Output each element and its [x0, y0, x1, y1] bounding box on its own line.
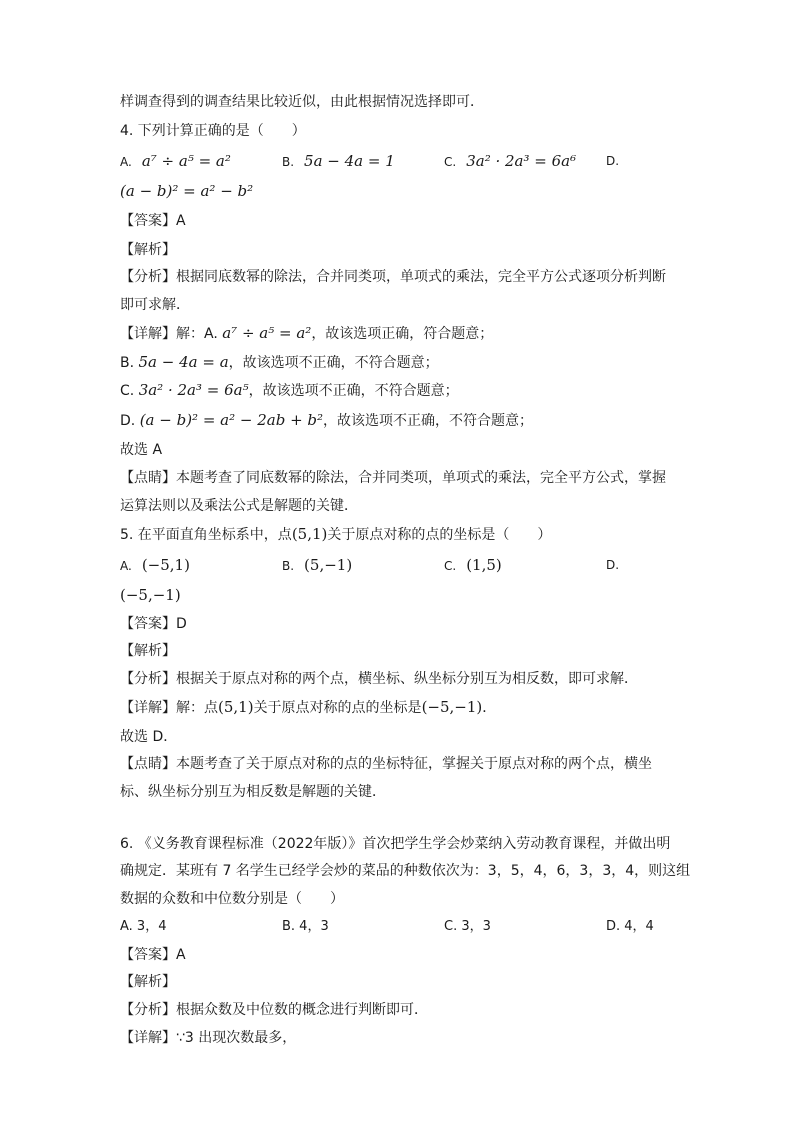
- q4-analysis-text: 即可求解．: [120, 297, 190, 313]
- option-key: D.: [606, 154, 620, 168]
- detail-prefix: D.: [120, 413, 136, 429]
- q4-commentary: 【点睛】本题考查了同底数幂的除法，合并同类项，单项式的乘法，完全平方公式，掌握: [120, 470, 666, 486]
- detail-prefix: 【详解】解：点: [120, 700, 218, 716]
- detail-suffix: ，故该选项不正确，不符合题意；: [323, 413, 534, 429]
- q5-commentary: 【点睛】本题考查了关于原点对称的点的坐标特征，掌握关于原点对称的两个点，横坐: [120, 756, 652, 772]
- q4-option-c: [444, 151, 576, 173]
- q6-option-d: D. 4，4: [606, 919, 654, 934]
- detail-expression: a⁷ ÷ a⁵ = a²: [222, 324, 312, 342]
- option-key: B.: [282, 155, 295, 169]
- q5-answer: 【答案】D: [120, 616, 187, 632]
- q4-detail-d: [120, 410, 533, 430]
- detail-text: 关于原点对称的点的坐标是: [253, 700, 422, 716]
- option-key: C.: [444, 155, 457, 169]
- q6-option-a: A. 3，4: [120, 919, 167, 934]
- q5-option-c: [444, 555, 502, 577]
- q4-option-d-expression-line: [120, 181, 253, 203]
- detail-expression: 3a² · 2a³ = 6a⁵: [138, 381, 249, 399]
- q6-option-b: B. 4，3: [282, 919, 329, 934]
- question-6-stem: 数据的众数和中位数分别是（ ）: [120, 891, 344, 907]
- detail-suffix: ．: [482, 700, 497, 716]
- option-expression: 3a² · 2a³ = 6a⁶: [466, 152, 577, 170]
- q5-analysis-heading: 【解析】: [120, 643, 176, 659]
- detail-suffix: ，故该选项不正确，不符合题意；: [228, 355, 439, 371]
- q4-answer: 【答案】A: [120, 213, 186, 229]
- q6-detail: 【详解】∵3 出现次数最多，: [120, 1030, 297, 1046]
- q4-option-a: [120, 151, 231, 173]
- point-expression: (5,1): [291, 525, 328, 543]
- detail-expression: 5a − 4a = a: [138, 353, 229, 371]
- detail-expression: (a − b)² = a² − 2ab + b²: [139, 411, 324, 429]
- q5-analysis-text: 【分析】根据关于原点对称的两个点，横坐标、纵坐标分别互为相反数，即可求解．: [120, 671, 638, 687]
- question-5-stem: [120, 524, 551, 544]
- option-expression: (a − b)² = a² − b²: [120, 182, 254, 200]
- q6-answer: 【答案】A: [120, 947, 186, 963]
- detail-prefix: 【详解】解：A.: [120, 326, 218, 342]
- q4-choose: 故选 A: [120, 442, 163, 458]
- q5-commentary: 标、纵坐标分别互为相反数是解题的关键．: [120, 784, 386, 800]
- option-key: A.: [120, 155, 132, 169]
- q5-choose: 故选 D．: [120, 729, 178, 745]
- option-expression: a⁷ ÷ a⁵ = a²: [141, 152, 231, 170]
- option-expression: (−5,−1): [120, 586, 181, 604]
- q4-detail-c: [120, 380, 459, 400]
- q4-detail-a: [120, 323, 493, 343]
- option-expression: (−5,1): [141, 556, 190, 574]
- detail-prefix: B.: [120, 355, 135, 371]
- q4-analysis-heading: 【解析】: [120, 242, 176, 258]
- question-6-stem: 确规定．某班有 7 名学生已经学会炒的菜品的种数依次为：3，5，4，6，3，3，4，则这组: [120, 863, 691, 879]
- option-key: A.: [120, 559, 132, 573]
- detail-suffix: ，故该选项正确，符合题意；: [311, 326, 494, 342]
- detail-suffix: ，故该选项不正确，不符合题意；: [248, 383, 459, 399]
- q5-option-d: [606, 555, 629, 576]
- q6-option-c: C. 3，3: [444, 919, 491, 934]
- point-expression: (5,1): [218, 698, 254, 716]
- question-6-stem: 6. 《义务教育课程标准（2022年版）》首次把学生学会炒菜纳入劳动教育课程，并做出明: [120, 836, 671, 852]
- q4-option-d: [606, 151, 629, 172]
- option-key: D.: [606, 558, 620, 572]
- q4-option-b: [282, 151, 395, 173]
- stem-text: 5. 在平面直角坐标系中，点: [120, 527, 292, 543]
- option-expression: (1,5): [466, 556, 502, 574]
- stem-text: 关于原点对称的点的坐标是（ ）: [327, 527, 552, 543]
- result-expression: (−5,−1): [421, 698, 483, 716]
- option-expression: 5a − 4a = 1: [304, 152, 395, 170]
- q5-detail: [120, 697, 496, 717]
- question-4-stem: 4. 下列计算正确的是（ ）: [120, 123, 306, 139]
- q6-analysis-text: 【分析】根据众数及中位数的概念进行判断即可．: [120, 1002, 428, 1018]
- q4-detail-b: [120, 352, 439, 372]
- q4-analysis-text: 【分析】根据同底数幂的除法，合并同类项，单项式的乘法，完全平方公式逐项分析判断: [120, 269, 666, 285]
- option-key: B.: [282, 559, 295, 573]
- q5-option-a: [120, 555, 190, 577]
- text-line: 样调查得到的调查结果比较近似，由此根据情况选择即可．: [120, 94, 484, 110]
- q5-option-b: [282, 555, 352, 577]
- q6-analysis-heading: 【解析】: [120, 974, 176, 990]
- q4-commentary: 运算法则以及乘法公式是解题的关键．: [120, 498, 358, 514]
- option-key: C.: [444, 559, 457, 573]
- detail-prefix: C.: [120, 383, 135, 399]
- q5-option-d-expression-line: [120, 585, 181, 607]
- option-expression: (5,−1): [304, 556, 353, 574]
